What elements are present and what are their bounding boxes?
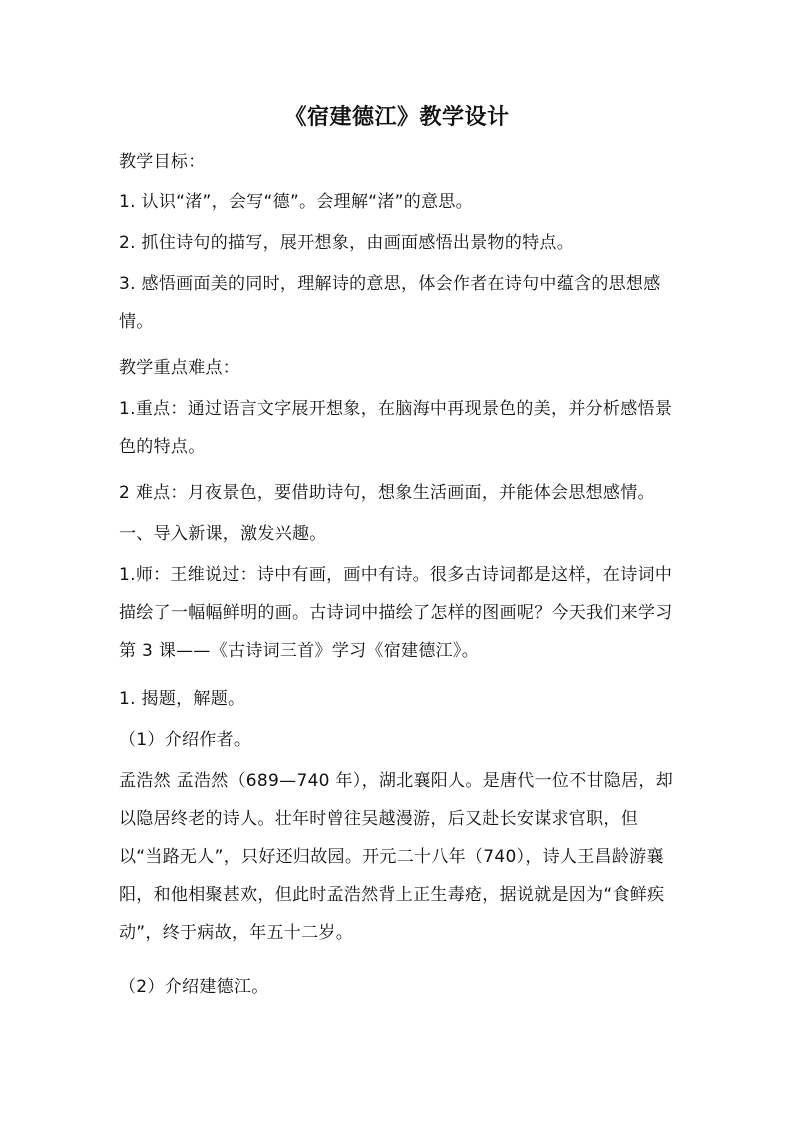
paragraph-introduce-author-heading: （1）介绍作者。 bbox=[119, 730, 252, 750]
paragraph-goal-3: 3. 感悟画面美的同时，理解诗的意思，体会作者在诗句中蕴含的思想感情。 bbox=[119, 274, 661, 332]
paragraph-difficult-point: 2 难点：月夜景色，要借助诗句，想象生活画面，并能体会思想感情。 bbox=[119, 483, 655, 503]
paragraph-teaching-goals-heading: 教学目标： bbox=[119, 152, 206, 172]
paragraph-introduce-jiande-heading: （2）介绍建德江。 bbox=[119, 977, 269, 997]
paragraph-section-1-heading: 一、导入新课，激发兴趣。 bbox=[119, 524, 327, 544]
paragraph-goal-1: 1. 认识“渚”，会写“德”。会理解“渚”的意思。 bbox=[119, 192, 473, 212]
paragraph-goal-2: 2. 抓住诗句的描写，展开想象，由画面感悟出景物的特点。 bbox=[119, 233, 575, 253]
paragraph-key-point: 1.重点：通过语言文字展开想象，在脑海中再现景色的美，并分析感悟景色的特点。 bbox=[119, 399, 673, 457]
paragraph-author-bio: 孟浩然 孟浩然（689—740 年），湖北襄阳人。是唐代一位不甘隐居，却以隐居终老的诗人。壮年时曾往吴越漫游，后又赴长安谋求官职，但以“当路无人”，只好还归故园。开元二十八年（740），诗人王昌龄游襄阳，和他相聚甚欢，但此时孟浩然背上正生毒疮，据说就是因为“食鲜疾动”，终于病故，年五十二岁。 bbox=[119, 771, 674, 943]
paragraph-reveal-title: 1. 揭题，解题。 bbox=[119, 689, 246, 709]
document-title: 《宿建德江》教学设计 bbox=[284, 105, 510, 130]
paragraph-key-points-heading: 教学重点难点： bbox=[119, 358, 241, 378]
paragraph-teacher-intro: 1.师：王维说过：诗中有画，画中有诗。很多古诗词都是这样，在诗词中描绘了一幅幅鲜明的画。古诗词中描绘了怎样的图画呢？今天我们来学习第 3 课——《古诗词三首》学习《宿建德江》。 bbox=[119, 565, 673, 661]
